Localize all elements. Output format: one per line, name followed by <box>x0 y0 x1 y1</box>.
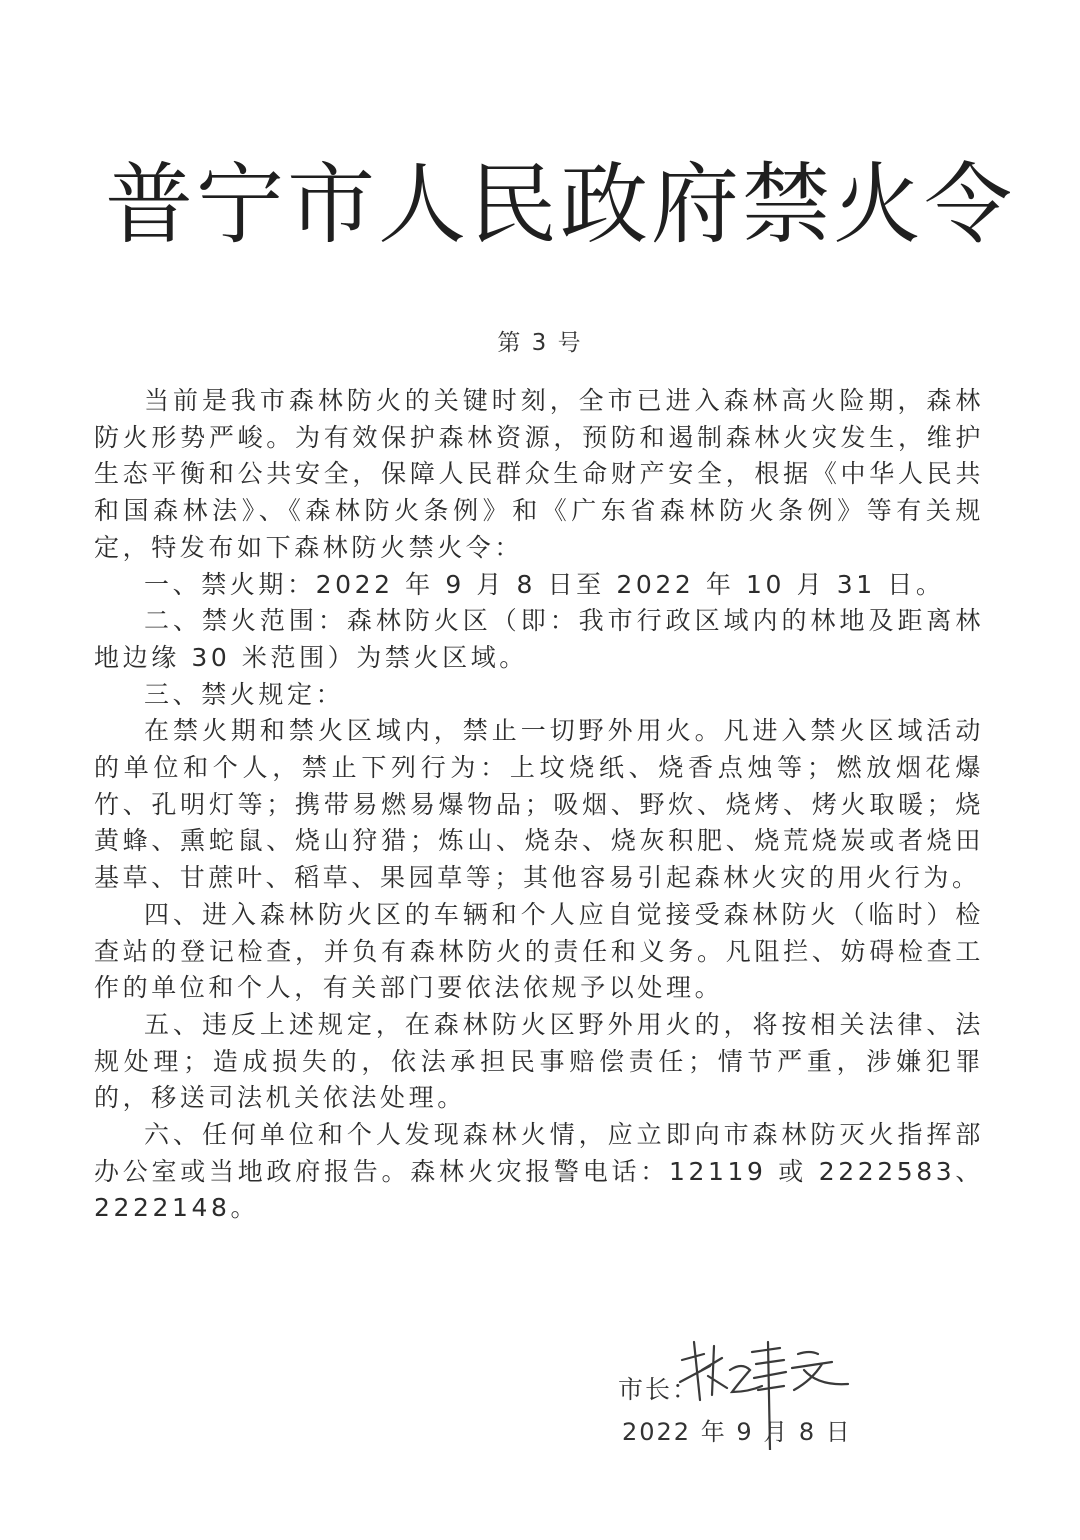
document-body <box>94 383 984 1227</box>
preamble-paragraph: 当前是我市森林防火的关键时刻，全市已进入森林高火险期，森林防火形势严峻。为有效保护森林资源，预防和遏制森林火灾发生，维护生态平衡和公共安全，保障人民群众生命财产安全，根据《中华人民共和国森林法》、《森林防火条例》和《广东省森林防火条例》等有关规定，特发布如下森林防火禁火令： <box>94 386 984 562</box>
document-number: 第 3 号 <box>497 330 583 356</box>
document-date: 2022 年 9 月 8 日 <box>622 1418 852 1446</box>
clause-3-heading: 三、禁火规定： <box>144 679 345 709</box>
clause-5-penalty: 五、违反上述规定，在森林防火区野外用火的，将按相关法律、法规处理；造成损失的，依法承担民事赔偿责任；情节严重，涉嫌犯罪的，移送司法机关依法处理。 <box>94 1009 984 1113</box>
signature-label: 市长： <box>618 1375 700 1404</box>
clause-2-scope: 二、禁火范围：森林防火区（即：我市行政区域内的林地及距离林地边缘 30 米范围）为禁火区域。 <box>94 606 984 672</box>
clause-3-rules: 在禁火期和禁火区域内，禁止一切野外用火。凡进入禁火区域活动的单位和个人，禁止下列行为：上坟烧纸、烧香点烛等；燃放烟花爆竹、孔明灯等；携带易燃易爆物品；吸烟、野炊、烧烤、烤火取暖；烧黄蜂、熏蛇鼠、烧山狩猎；炼山、烧杂、烧灰积肥、烧荒烧炭或者烧田基草、甘蔗叶、稻草、果园草等；其他容易引起森林火灾的用火行为。 <box>94 716 984 893</box>
clause-4-inspection: 四、进入森林防火区的车辆和个人应自觉接受森林防火（临时）检查站的登记检查，并负有森林防火的责任和义务。凡阻拦、妨碍检查工作的单位和个人，有关部门要依法依规予以处理。 <box>94 899 984 1003</box>
clause-6-reporting: 六、任何单位和个人发现森林火情，应立即向市森林防灭火指挥部办公室或当地政府报告。森林火灾报警电话：12119 或 2222583、2222148。 <box>94 1120 984 1223</box>
clause-1-period: 一、禁火期：2022 年 9 月 8 日至 2022 年 10 月 31 日。 <box>144 569 945 599</box>
document-title: 普宁市人民政府禁火令 <box>105 153 1016 256</box>
